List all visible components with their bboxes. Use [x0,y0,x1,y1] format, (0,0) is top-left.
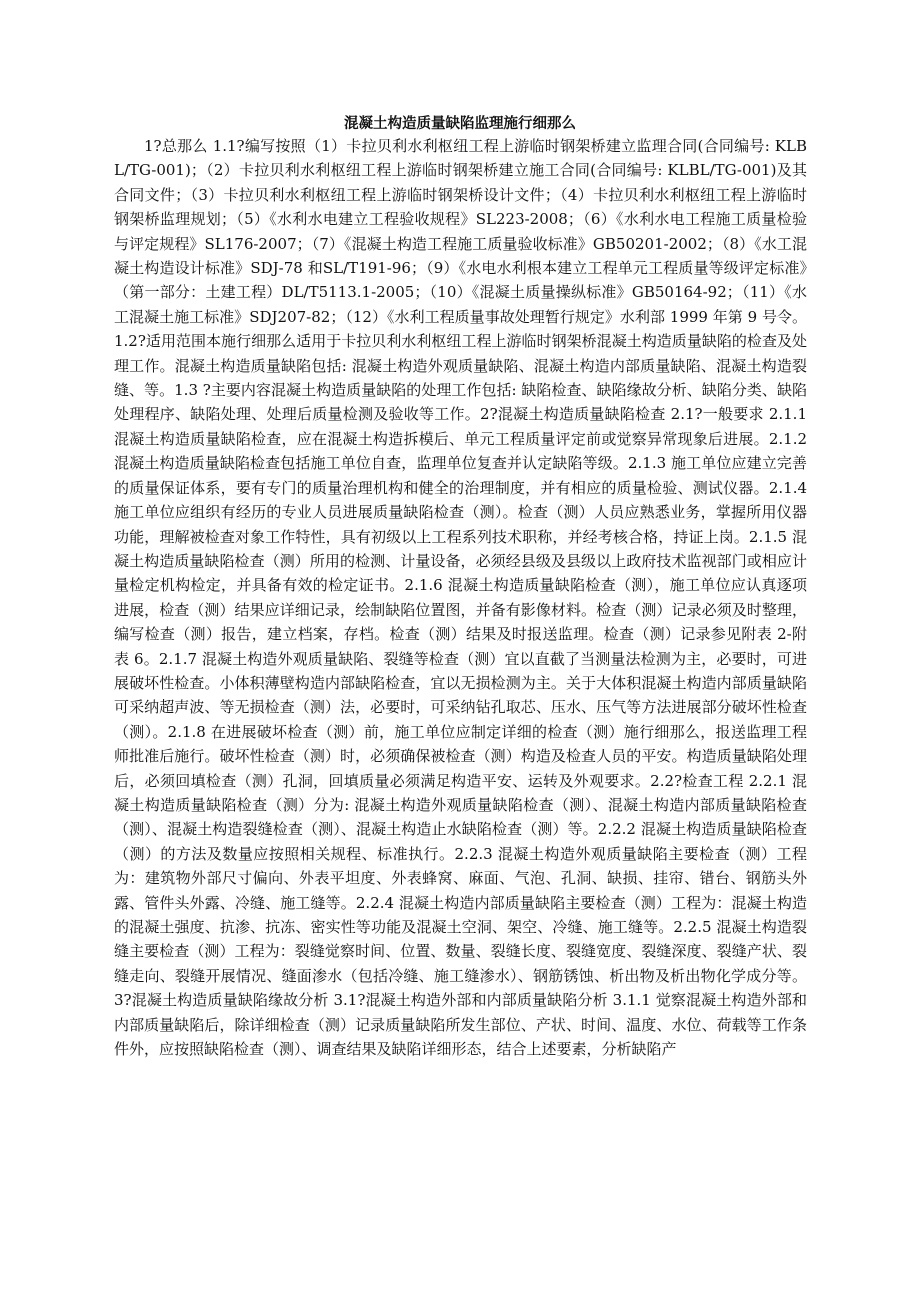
document-title: 混凝土构造质量缺陷监理施行细那么 [344,115,576,132]
document-body-text: 1?总那么 1.1?编写按照（1）卡拉贝利水利枢纽工程上游临时钢架桥建立监理合同(合同编号: KLBL/TG-001)；（2）卡拉贝利水利枢纽工程上游临时钢架桥建立施工合同(合同编号: KLBL/TG-001)及其合同文件；（3）卡拉贝利水利枢纽工程上游临时钢架桥设计文件；（4）卡拉贝利水利枢纽工程上游临时钢架桥监理规划；（5）《水利水电建立工程验收规程》SL223-2008；（6）《水利水电工程施工质量检验与评定规程》SL176-2007；（7）《混凝土构造工程施工质量验收标准》GB50201-2002；（8）《水工混凝土构造设计标准》SDJ-78 和SL/T191-96；（9）《水电水利根本建立工程单元工程质量等级评定标准》（第一部分：土建工程）DL/T5113.1-2005；（10）《混凝土质量操纵标准》GB50164-92；（11）《水工混凝土施工标准》SDJ207-82；（12）《水利工程质量事故处理暂行规定》水利部 1999 年第 9 号令。1.2?适用范围本施行细那么适用于卡拉贝利水利枢纽工程上游临时钢架桥混凝土构造质量缺陷的检查及处理工作。混凝土构造质量缺陷包括: 混凝土构造外观质量缺陷、混凝土构造内部质量缺陷、混凝土构造裂缝、等。1.3 ?主要内容混凝土构造质量缺陷的处理工作包括: 缺陷检查、缺陷缘故分析、缺陷分类、缺陷处理程序、缺陷处理、处理后质量检测及验收等工作。2?混凝土构造质量缺陷检查 2.1?一般要求 2.1.1 混凝土构造质量缺陷检查，应在混凝土构造拆模后、单元工程质量评定前或觉察异常现象后进展。2.1.2 混凝土构造质量缺陷检查包括施工单位自查，监理单位复查并认定缺陷等级。2.1.3 施工单位应建立完善的质量保证体系，要有专门的质量治理机构和健全的治理制度，并有相应的质量检验、测试仪器。2.1.4 施工单位应组织有经历的专业人员进展质量缺陷检查（测）。检查（测）人员应熟悉业务，掌握所用仪器功能，理解被检查对象工作特性，具有初级以上工程系列技术职称，并经考核合格，持证上岗。2.1.5 混凝土构造质量缺陷检查（测）所用的检测、计量设备，必须经县级及县级以上政府技术监视部门或相应计量检定机构检定，并具备有效的检定证书。2.1.6 混凝土构造质量缺陷检查（测），施工单位应认真逐项进展，检查（测）结果应详细记录，绘制缺陷位置图，并备有影像材料。检查（测）记录必须及时整理，编写检查（测）报告，建立档案，存档。检查（测）结果及时报送监理。检查（测）记录参见附表 2-附表 6。2.1.7 混凝土构造外观质量缺陷、裂缝等检查（测）宜以直截了当测量法检测为主，必要时，可进展破坏性检查。小体积薄壁构造内部缺陷检查，宜以无损检测为主。关于大体积混凝土构造内部质量缺陷可采纳超声波、等无损检查（测）法，必要时，可采纳钻孔取芯、压水、压气等方法进展部分破坏性检查（测）。2.1.8 在进展破坏检查（测）前，施工单位应制定详细的检查（测）施行细那么，报送监理工程师批准后施行。破坏性检查（测）时，必须确保被检查（测）构造及检查人员的平安。构造质量缺陷处理后，必须回填检查（测）孔洞，回填质量必须满足构造平安、运转及外观要求。2.2?检查工程 2.2.1 混凝土构造质量缺陷检查（测）分为: 混凝土构造外观质量缺陷检查（测）、混凝土构造内部质量缺陷检查（测）、混凝土构造裂缝检查（测）、混凝土构造止水缺陷检查（测）等。2.2.2 混凝土构造质量缺陷检查（测）的方法及数量应按照相关规程、标准执行。2.2.3 混凝土构造外观质量缺陷主要检查（测）工程为：建筑物外部尺寸偏向、外表平坦度、外表蜂窝、麻面、气泡、孔洞、缺损、挂帘、错台、钢筋头外露、管件头外露、冷缝、施工缝等。2.2.4 混凝土构造内部质量缺陷主要检查（测）工程为：混凝土构造的混凝土强度、抗渗、抗冻、密实性等功能及混凝土空洞、架空、冷缝、施工缝等。2.2.5 混凝土构造裂缝主要检查（测）工程为：裂缝觉察时间、位置、数量、裂缝长度、裂缝宽度、裂缝深度、裂缝产状、裂缝走向、裂缝开展情况、缝面渗水（包括冷缝、施工缝渗水）、钢筋锈蚀、析出物及析出物化学成分等。3?混凝土构造质量缺陷缘故分析 3.1?混凝土构造外部和内部质量缺陷分析 3.1.1 觉察混凝土构造外部和内部质量缺陷后，除详细检查（测）记录质量缺陷所发生部位、产状、时间、温度、水位、荷载等工作条件外，应按照缺陷检查（测）、调查结果及缺陷详细形态，结合上述要素，分析缺陷产 [114,137,807,1059]
